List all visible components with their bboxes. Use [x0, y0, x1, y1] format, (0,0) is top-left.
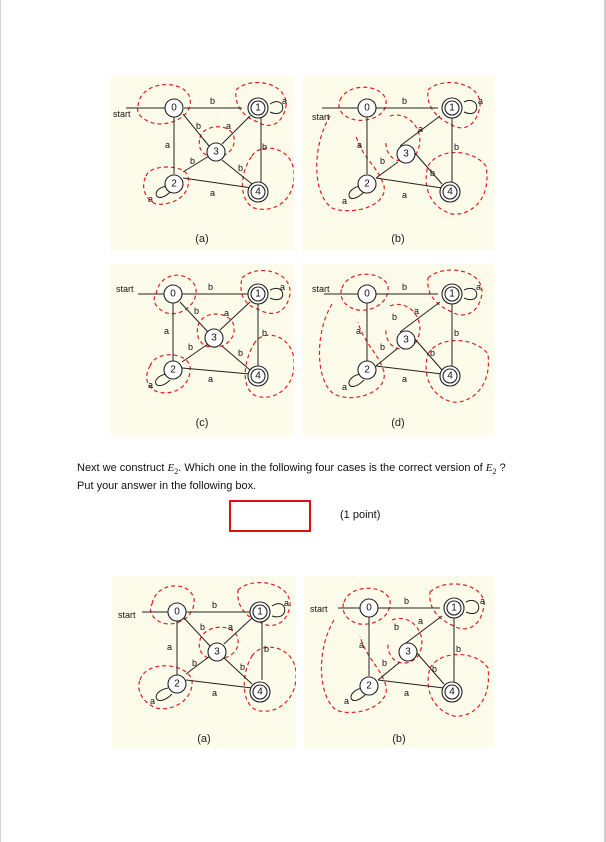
caption-c: (c)	[195, 417, 209, 429]
state-0-label-bottom-a: 0	[174, 606, 180, 618]
state-2-label: 2	[171, 178, 177, 190]
svg-text:a: a	[164, 326, 170, 336]
state-2-label-bottom-b: 2	[366, 680, 372, 692]
svg-text:b: b	[454, 328, 460, 338]
state-4-label: 4	[255, 186, 261, 198]
diagram-panel-bottom-a	[112, 576, 296, 748]
state-0-label: 0	[171, 102, 177, 114]
svg-text:b: b	[190, 156, 196, 166]
state-0-label-b: 0	[364, 102, 370, 114]
svg-text:b: b	[192, 658, 198, 668]
state-diagram-d	[302, 264, 494, 419]
page-left-edge	[0, 0, 1, 842]
question-text	[77, 461, 557, 494]
svg-text:a: a	[226, 121, 232, 131]
caption-bottom-a: (a)	[197, 733, 211, 745]
svg-text:a: a	[342, 382, 348, 392]
state-2-label-b: 2	[364, 178, 370, 190]
start-label-b: start	[312, 112, 330, 122]
state-1-label: 1	[255, 102, 261, 114]
start-label-bottom-b: start	[310, 604, 328, 614]
svg-text:a: a	[414, 306, 420, 316]
state-4-label-d: 4	[447, 370, 453, 382]
state-3-label-bottom-b: 3	[405, 646, 411, 658]
svg-text:a: a	[150, 696, 156, 706]
svg-text:b: b	[380, 342, 386, 352]
state-3-label-c: 3	[211, 332, 217, 344]
math-e2-second: $E_2$	[485, 462, 497, 477]
question-prefix: Next we construct	[77, 462, 165, 474]
svg-text:a: a	[418, 124, 424, 134]
svg-text:b: b	[240, 662, 246, 672]
question-line-2: Put your answer in the following box.	[77, 480, 257, 493]
svg-text:a: a	[344, 696, 350, 706]
svg-text:a: a	[476, 282, 482, 292]
state-4-label-bottom-b: 4	[449, 686, 455, 698]
svg-text:a: a	[280, 282, 286, 292]
points-label: (1 point)	[340, 509, 381, 521]
math-e2: $E_2$	[167, 462, 179, 477]
svg-text:b: b	[210, 96, 216, 106]
svg-text:a: a	[228, 622, 234, 632]
question-line-1	[77, 461, 557, 479]
svg-text:a: a	[284, 598, 290, 608]
state-2-label-d: 2	[364, 364, 370, 376]
svg-text:a: a	[402, 190, 408, 200]
svg-text:b: b	[200, 622, 206, 632]
state-1-label-b: 1	[449, 102, 455, 114]
state-1-label-c: 1	[255, 288, 261, 300]
answer-input-box[interactable]	[229, 500, 311, 532]
svg-text:a: a	[167, 642, 173, 652]
svg-text:a: a	[342, 196, 348, 206]
svg-text:b: b	[238, 163, 244, 173]
state-0-label-d: 0	[364, 288, 370, 300]
svg-text:a: a	[359, 640, 365, 650]
state-3-label-d: 3	[403, 334, 409, 346]
svg-text:b: b	[392, 312, 398, 322]
start-label-d: start	[312, 284, 330, 294]
diagram-panel-a	[110, 76, 294, 250]
svg-text:b: b	[264, 644, 270, 654]
state-diagram-bottom-b	[304, 576, 494, 731]
question-middle: . Which one in the following four cases is the correct version of	[178, 462, 483, 474]
svg-text:b: b	[402, 96, 408, 106]
svg-text:a: a	[208, 374, 214, 384]
svg-text:a: a	[165, 140, 171, 150]
start-label-c: start	[116, 284, 134, 294]
svg-text:b: b	[430, 348, 436, 358]
svg-text:b: b	[380, 156, 386, 166]
svg-text:a: a	[148, 194, 154, 204]
svg-text:a: a	[480, 596, 486, 606]
svg-text:b: b	[194, 306, 200, 316]
svg-text:b: b	[262, 142, 268, 152]
state-diagram-c	[110, 264, 294, 419]
svg-text:a: a	[224, 308, 230, 318]
svg-text:a: a	[404, 688, 410, 698]
start-label: start	[113, 109, 131, 119]
svg-text:b: b	[208, 282, 214, 292]
svg-text:a: a	[478, 96, 484, 106]
svg-text:b: b	[454, 142, 460, 152]
svg-text:b: b	[212, 600, 218, 610]
svg-text:a: a	[357, 140, 363, 150]
state-4-label-b: 4	[447, 186, 453, 198]
state-0-label-c: 0	[170, 288, 176, 300]
svg-text:b: b	[262, 328, 268, 338]
state-2-label-bottom-a: 2	[174, 678, 180, 690]
svg-text:b: b	[402, 282, 408, 292]
svg-text:b: b	[238, 348, 244, 358]
state-diagram-a	[110, 76, 294, 231]
diagram-panel-c	[110, 264, 294, 436]
state-1-label-bottom-b: 1	[451, 602, 457, 614]
svg-text:b: b	[456, 644, 462, 654]
svg-text:b: b	[430, 168, 436, 178]
diagram-panel-b	[302, 76, 494, 250]
svg-text:a: a	[212, 688, 218, 698]
state-0-label-bottom-b: 0	[366, 602, 372, 614]
state-diagram-b	[302, 76, 494, 231]
question-suffix: ?	[499, 462, 506, 474]
state-1-label-bottom-a: 1	[257, 606, 263, 618]
svg-text:a: a	[282, 96, 288, 106]
diagram-panel-bottom-b	[304, 576, 494, 748]
svg-text:a: a	[210, 188, 216, 198]
caption-d: (d)	[391, 417, 405, 429]
caption-b: (b)	[391, 233, 405, 245]
state-2-label-c: 2	[170, 364, 176, 376]
svg-text:b: b	[404, 596, 410, 606]
state-3-label: 3	[213, 146, 219, 158]
diagram-panel-d	[302, 264, 494, 436]
state-diagram-bottom-a	[112, 576, 296, 731]
caption-bottom-b: (b)	[392, 733, 406, 745]
state-3-label-b: 3	[403, 148, 409, 160]
svg-text:a: a	[402, 374, 408, 384]
svg-text:b: b	[432, 664, 438, 674]
state-4-label-c: 4	[255, 370, 261, 382]
start-label-bottom-a: start	[118, 610, 136, 620]
state-1-label-d: 1	[449, 288, 455, 300]
svg-text:b: b	[188, 342, 194, 352]
svg-text:b: b	[394, 622, 400, 632]
svg-text:a: a	[418, 616, 424, 626]
state-4-label-bottom-a: 4	[257, 686, 263, 698]
svg-text:b: b	[196, 121, 202, 131]
caption-a: (a)	[195, 233, 209, 245]
svg-text:b: b	[382, 658, 388, 668]
svg-text:a: a	[148, 380, 154, 390]
svg-text:a: a	[356, 326, 362, 336]
state-3-label-bottom-a: 3	[214, 646, 220, 658]
